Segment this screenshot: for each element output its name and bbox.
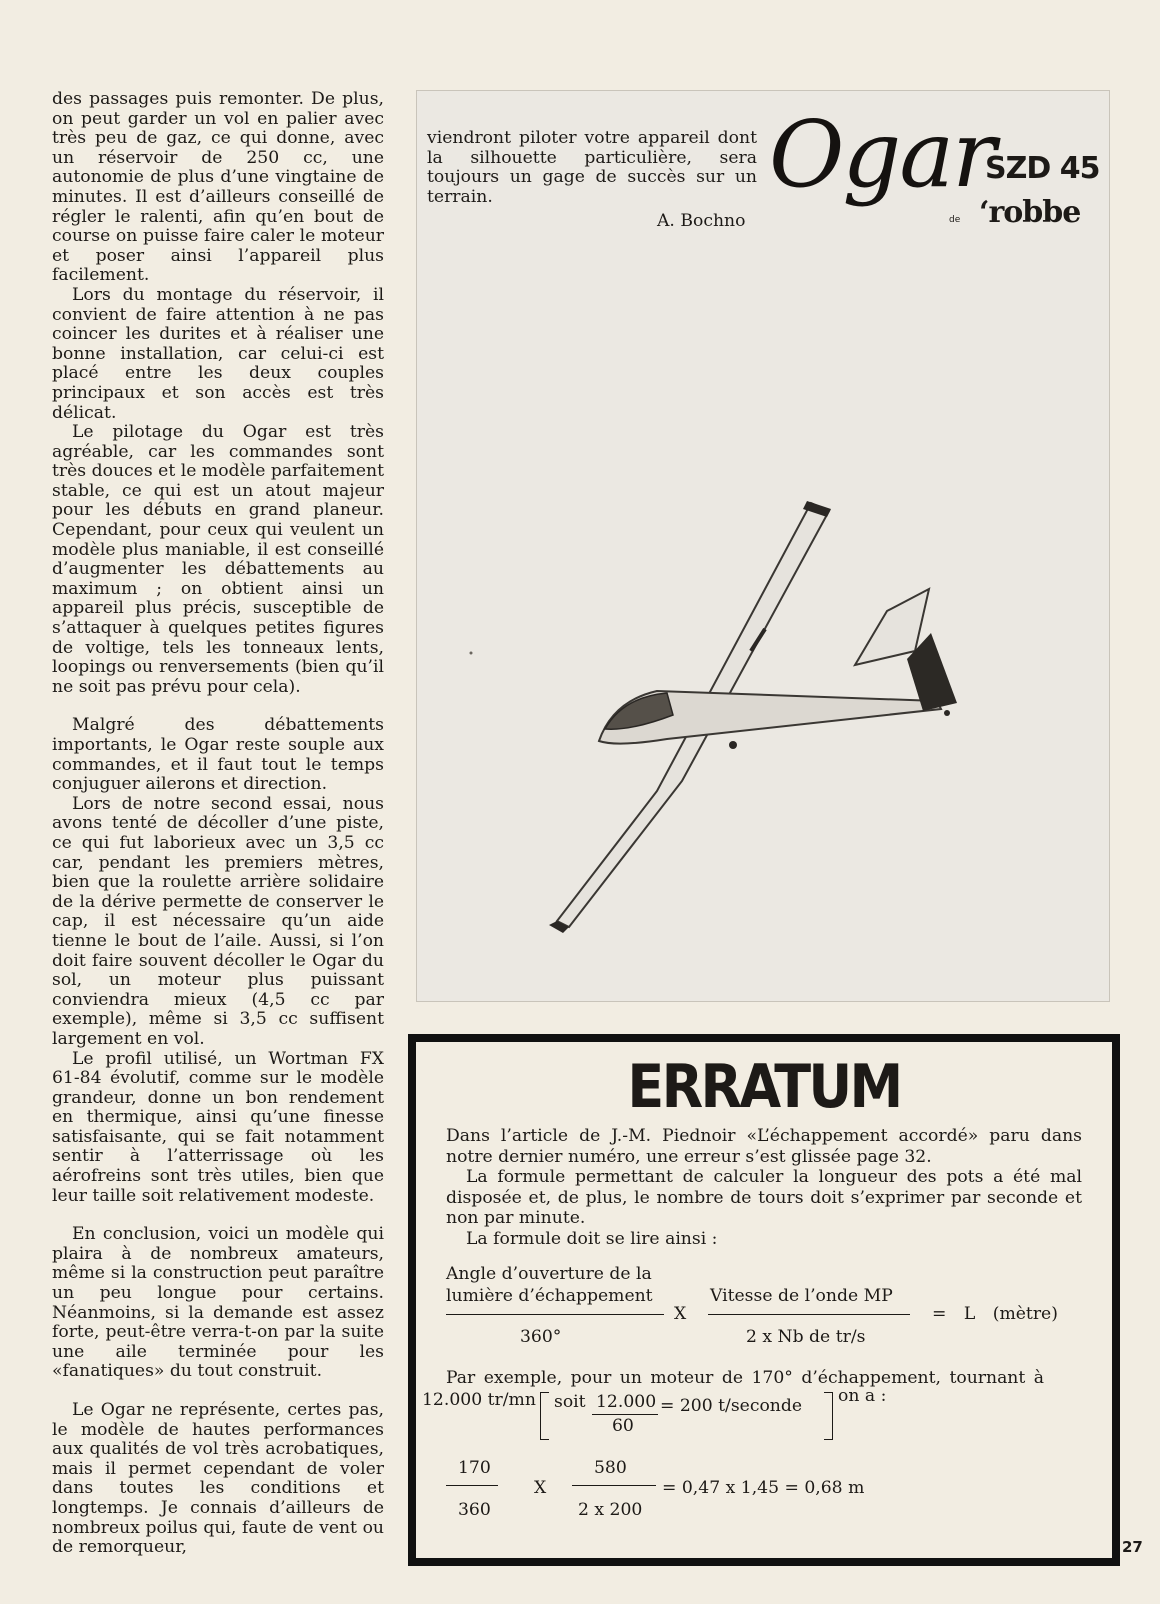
calc-denominator-2: 2 x 200: [578, 1500, 643, 1520]
paragraph: Lors de notre second essai, nous avons tenté de décoller d’une piste, ce qui fut laborieux avec un 3,5 cc car, pendant les premiers mètres, bien que la roulette arrière solidaire de la dérive permette de conserver le cap, il est nécessaire qu’un aide tienne le bout de l’aile. Aussi, si l’on doit faire souvent décoller le Ogar du sol, un moteur plus puissant conviendra mieux (4,5 cc par exemple), même si 3,5 cc suffisent largement en vol.: [52, 793, 384, 1049]
paragraph: Lors du montage du réservoir, il convient de faire attention à ne pas coincer les durites et à réaliser une bonne installation, car celui-ci est placé entre les deux couples principaux et son accès est très délicat.: [52, 284, 384, 423]
paragraph: La formule doit se lire ainsi :: [466, 1228, 718, 1249]
example-ona: on a :: [838, 1386, 887, 1406]
erratum-text: [446, 1126, 1082, 1249]
formula-numerator-1a: Angle d’ouverture de la: [446, 1264, 652, 1284]
calc-denominator-1: 360: [458, 1500, 491, 1520]
erratum-title: ERRATUM: [627, 1052, 901, 1122]
model-designation: SZD 45: [985, 151, 1100, 186]
paragraph: La formule permettant de calculer la longueur des pots a été mal disposée et, de plus, le nombre de tours doit s’exprimer par seconde et non par minute.: [446, 1167, 1082, 1228]
photo-caption-text: viendront piloter votre appareil dont la silhouette particulière, sera toujours un gage de succès sur un terrain.: [427, 128, 757, 207]
left-article-column: [52, 90, 384, 1558]
logo-de: de: [949, 215, 961, 225]
formula-denominator-2: 2 x Nb de tr/s: [746, 1327, 866, 1347]
formula-denominator-1: 360°: [520, 1327, 562, 1347]
ogar-logo: Ogar: [769, 101, 995, 208]
paragraph: En conclusion, voici un modèle qui plaira à de nombreux amateurs, même si la construction peut paraître un peu longue pour certains. Néanmoins, si la demande est assez forte, peut-être verra-t-on par la suite une aile terminée pour les «fanatiques» du tout construit.: [52, 1224, 384, 1382]
example-numerator: 12.000: [596, 1392, 657, 1412]
example-denominator: 60: [612, 1416, 634, 1436]
paragraph: Le profil utilisé, un Wortman FX 61-84 évolutif, comme sur le modèle grandeur, donne un bon rendement en thermique, ainsi qu’une finesse satisfaisante, qui se fait notamment sentir à l’atterrissage où les aérofreins sont très utiles, bien que leur taille soit relativement modeste.: [52, 1048, 384, 1206]
calc-numerator-2: 580: [594, 1458, 627, 1478]
calc-result: = 0,47 x 1,45 = 0,68 m: [662, 1478, 865, 1498]
example-result: = 200 t/seconde: [660, 1396, 803, 1416]
fraction-bar: [446, 1314, 664, 1315]
fraction-bar: [592, 1414, 658, 1415]
paragraph: des passages puis remonter. De plus, on peut garder un vol en palier avec très peu de gaz, ce qui donne, avec un réservoir de 250 cc, une autonomie de plus d’une vingtaine de minutes. Il est d’ailleurs conseillé de régler le ralenti, afin qu’en bout de course on puisse faire caler le moteur et poser ainsi l’appareil plus facilement.: [52, 89, 384, 286]
paragraph: Malgré des débattements importants, le Ogar reste souple aux commandes, et il faut tout le temps conjuguer ailerons et direction.: [52, 715, 384, 795]
right-bracket: [824, 1392, 833, 1440]
times-sign: X: [534, 1478, 547, 1498]
formula-numerator-1b: lumière d’échappement: [446, 1286, 653, 1306]
times-sign: X: [674, 1304, 687, 1324]
paragraph: Le Ogar ne représente, certes pas, le modèle de hautes performances aux qualités de vol très acrobatiques, mais il permet cependant de voler dans toutes les conditions et longtemps. Je connais d’ailleurs de nombreux poilus qui, faute de vent ou de remorqueur,: [52, 1400, 384, 1558]
example-rpm: 12.000 tr/mn: [422, 1390, 536, 1410]
example-soit: soit: [554, 1392, 586, 1412]
fraction-bar: [708, 1314, 910, 1315]
example-line: Par exemple, pour un moteur de 170° d’échappement, tournant à: [446, 1368, 1044, 1388]
left-bracket: [540, 1392, 549, 1440]
robbe-logo: ‘robbe: [979, 195, 1081, 230]
author-name: A. Bochno: [657, 211, 746, 231]
page-number: 27: [1122, 1538, 1143, 1556]
formula-result: = L (mètre): [932, 1304, 1058, 1324]
photo-panel: [416, 90, 1110, 1002]
formula-numerator-2: Vitesse de l’onde MP: [710, 1286, 893, 1306]
erratum-box: [408, 1034, 1120, 1566]
fraction-bar: [446, 1485, 498, 1486]
fraction-bar: [572, 1485, 656, 1486]
calc-numerator-1: 170: [458, 1458, 491, 1478]
paragraph: Dans l’article de J.-M. Piednoir «L’échappement accordé» paru dans notre dernier numéro, une erreur s’est glissée page 32.: [446, 1126, 1082, 1167]
paragraph: Le pilotage du Ogar est très agréable, car les commandes sont très douces et le modèle parfaitement stable, ce qui est un atout majeur pour les débuts en grand planeur. Cependant, pour ceux qui veulent un modèle plus maniable, il est conseillé d’augmenter les débattements au maximum ; on obtient ainsi un appareil plus précis, susceptible de s’attaquer à quelques petites figures de voltige, tels les tonneaux lents, loopings ou renversements (bien qu’il ne soit pas prévu pour cela).: [52, 422, 384, 697]
